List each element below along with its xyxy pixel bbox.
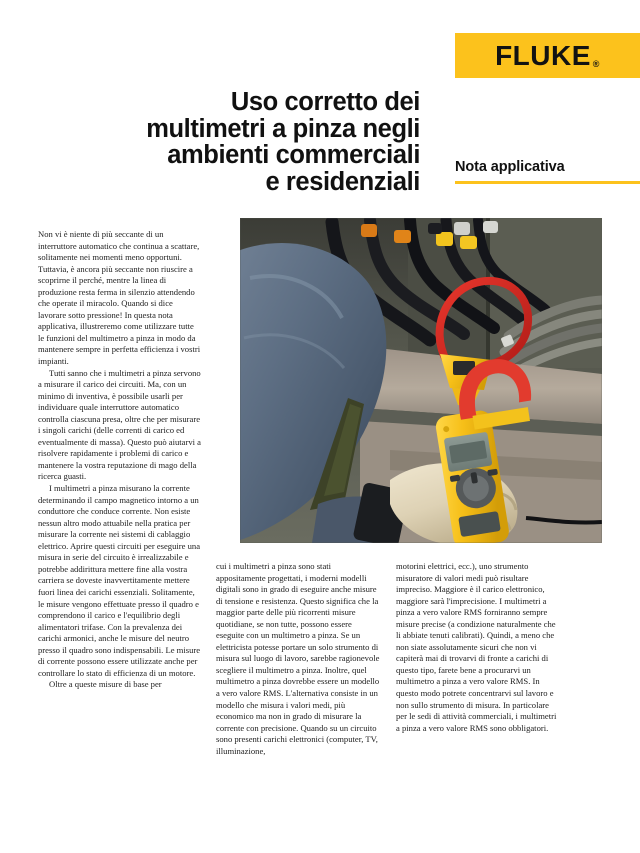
document-type-label: Nota applicativa: [455, 159, 565, 175]
page-title-line-3: ambienti commerciali: [167, 141, 420, 170]
registered-trademark-icon: ®: [592, 58, 600, 69]
page-title-line-4: e residenziali: [265, 167, 420, 196]
body-column-3: [396, 561, 562, 734]
paragraph: Non vi è niente di più seccante di un interruttore automatico che continua a scattare, solitamente nei momenti meno opportuni. Tuttavia, è ancora più seccante non riuscire a scoprirne il perché, mentre la linea di produzione resta ferma in silenzio attendendo che operate il miracolo. Quando si dice lavorare sotto pressione! In questa nota applicativa, illustreremo come utilizzare tutte le funzioni del multimetro a pinza in modo da mantenere sempre in perfetta efficienza i vostri impianti.: [38, 229, 201, 367]
hero-photo-illustration: [240, 218, 602, 543]
paragraph: Oltre a queste misure di base per: [49, 679, 162, 690]
page-title-line-2: multimetri a pinza negli: [146, 114, 420, 143]
paragraph: Tutti sanno che i multimetri a pinza servono a misurare il carico dei circuiti. Ma, con un minimo di inventiva, è possibile usarli per individuare quale interruttore automatico controlla ciascuna presa, oltre che per misurare i singoli carichi (delle correnti di carico ed eventualmente di massa). Questo può aiutarvi a risolvere rapidamente i problemi di carico e mantenere la vostra reputazione di mago della ricerca guasti.: [38, 367, 201, 482]
paragraph: cui i multimetri a pinza sono stati appositamente progettati, i moderni modelli digitali sono in grado di eseguire anche misure di tensione e resistenza. Questo significa che la maggior parte delle più ricorrenti misure quotidiane, se non tutte, possono essere eseguite con un multimetro a pinza. Se un elettricista potesse portare un solo strumento di misura sul luogo di lavoro, sarebbe ragionevole scegliere il multimetro a pinza. Inoltre, quel multimetro a pinza dovrebbe essere un modello a vero valore RMS. L'alternativa consiste in un modello che misura i valori medi, più economico ma non in grado di misurare la corrente con precisione. Quando su un circuito sono presenti carichi elettronici (computer, TV, illuminazione,: [216, 561, 380, 756]
hero-photo: [240, 218, 602, 543]
paragraph: motorini elettrici, ecc.), uno strumento misuratore di valori medi può risultare impreciso. Maggiore è il carico elettronico, maggiore sarà l'imprecisione. I multimetri a pinza a vero valore RMS forniranno sempre misure precise (a condizione naturalmente che li abbiate tenuti calibrati). Quindi, a meno che non siate assolutamente sicuri che non vi capiterà mai di trovarvi di fronte a carichi di questo tipo, farete bene a procurarvi un multimetro a pinza a vero valore RMS. In questo modo potrete concentrarvi sul lavoro e non sullo strumento di misura. In particolare per le sedi di attività commerciali, i multimetri a pinza a vero valore RMS sono obbligatori.: [396, 561, 557, 733]
body-column-2: [216, 561, 382, 757]
fluke-wordmark: [495, 39, 600, 71]
paragraph: I multimetri a pinza misurano la corrente determinando il campo magnetico intorno a un conduttore che conduce corrente. Non esiste nessun altro modo attuabile nella pratica per misurare la corrente nei sistemi di cablaggio elettrico. Aprire questi circuiti per eseguire una misura in serie del circuito è irrealizzabile e potrebbe addirittura mettere fine alla vostra carriera se doveste inavvertitamente mettere fuori linea dei carichi essenziali. Solitamente, le misure vengono effettuate presso il quadro e comprendono il carico e l'equilibrio degli alimentatori trifase. Con la prevalenza dei carichi armonici, anche le misure del neutro presso il quadro sono indispensabili. Le misure di corrente possono essere utilizzate anche per controllare lo stato di efficienza di un motore.: [38, 483, 201, 678]
fluke-logo: [455, 33, 640, 78]
body-column-1: [38, 229, 202, 691]
accent-rule: [455, 181, 640, 184]
document-type-block: [455, 158, 640, 184]
fluke-wordmark-text: FLUKE: [495, 39, 591, 71]
page-title: [20, 89, 420, 195]
page-title-line-1: Uso corretto dei: [230, 88, 420, 117]
